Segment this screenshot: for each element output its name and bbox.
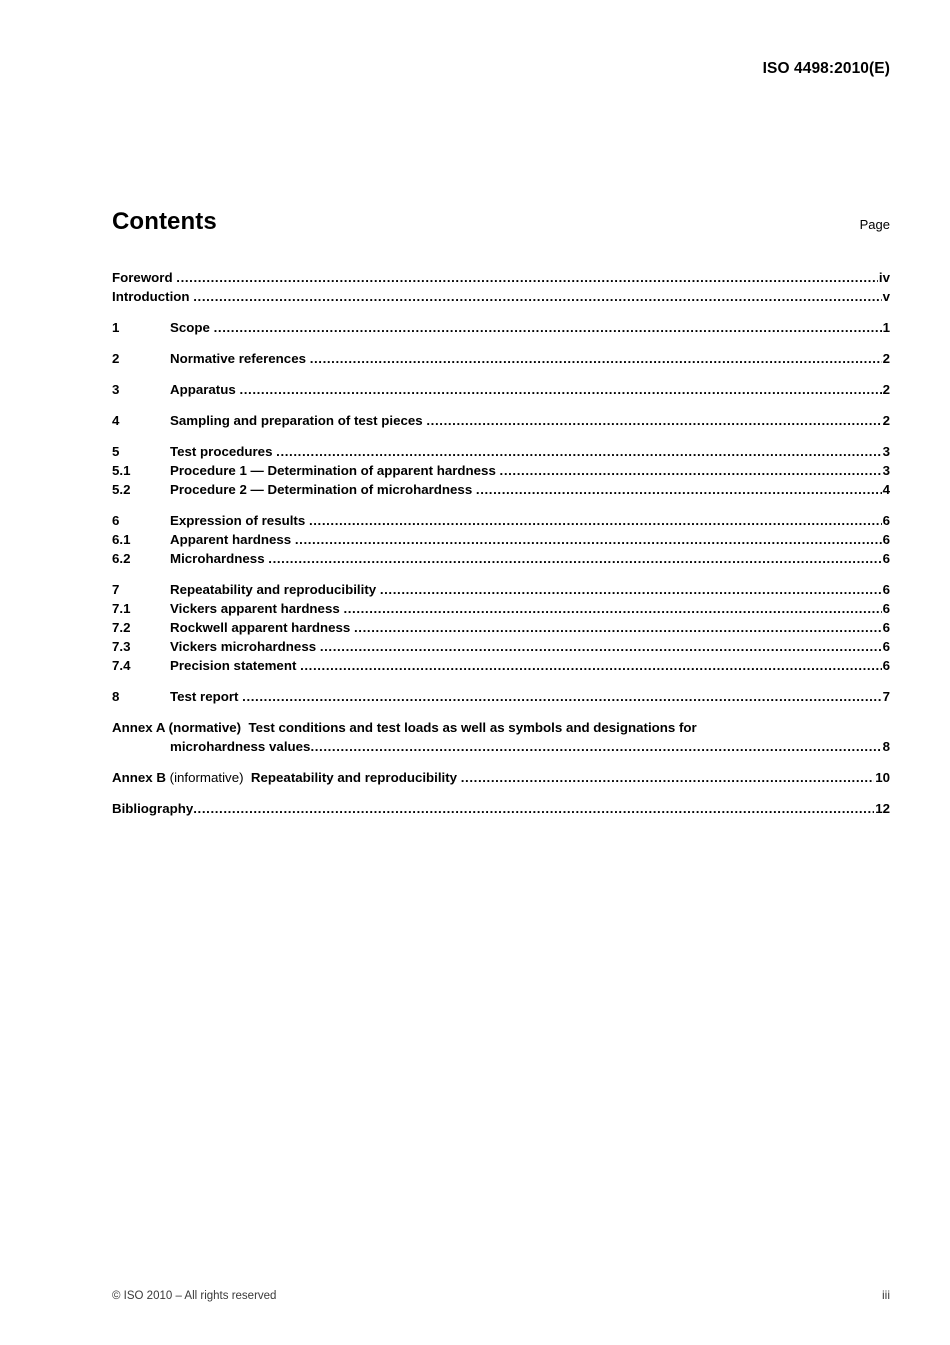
toc-entry-page-number: 2	[882, 351, 890, 366]
toc-entry-7[interactable]	[112, 580, 890, 599]
toc-entry-4[interactable]	[112, 411, 890, 430]
contents-heading-row	[112, 208, 890, 236]
toc-entry-label: Procedure 1 — Determination of apparent hardness	[170, 463, 500, 478]
dot-leader	[295, 530, 882, 549]
dot-leader	[193, 287, 881, 306]
toc-entry-page-number: 3	[882, 444, 890, 459]
toc-entry-number: 2	[112, 351, 120, 366]
dot-leader	[461, 768, 874, 787]
page-footer	[112, 1288, 890, 1302]
annex-a-title-line2: microhardness values	[170, 739, 311, 754]
toc-entry-page-number: 8	[882, 739, 890, 754]
toc-entry-6-1[interactable]	[112, 530, 890, 549]
toc-entry-number: 5.1	[112, 463, 131, 478]
toc-entry-label: Procedure 2 — Determination of microhardness	[170, 482, 476, 497]
toc-entry-6[interactable]	[112, 511, 890, 530]
dot-leader	[426, 411, 881, 430]
toc-entry-7-3[interactable]	[112, 637, 890, 656]
toc-entry-label: Repeatability and reproducibility	[170, 582, 380, 597]
toc-entry-number: 7.4	[112, 658, 131, 673]
dot-leader	[242, 687, 881, 706]
toc-entry-label: Bibliography	[112, 801, 194, 816]
toc-entry-page-number: 1	[882, 320, 890, 335]
toc-entry-page-number: 4	[882, 482, 890, 497]
running-header-standard-ref: ISO 4498:2010(E)	[762, 60, 890, 77]
toc-entry-number: 5	[112, 444, 120, 459]
toc-entry-page-number: 2	[882, 413, 890, 428]
toc-entry-label	[112, 768, 461, 787]
toc-entry-page-number: 2	[882, 382, 890, 397]
toc-entry-label: Foreword	[112, 270, 177, 285]
dot-leader	[300, 656, 882, 675]
toc-entry-label: Microhardness	[170, 551, 269, 566]
toc-entry-number: 7.3	[112, 639, 131, 654]
annex-b-name: Annex B	[112, 770, 170, 785]
toc-entry-label: Normative references	[170, 351, 310, 366]
toc-entry-number: 6.1	[112, 532, 131, 547]
annex-b-kind: (informative)	[169, 770, 244, 785]
toc-entry-number: 5.2	[112, 482, 131, 497]
dot-leader	[310, 349, 882, 368]
page-title: Contents	[112, 208, 217, 235]
annex-b-title: Repeatability and reproducibility	[243, 770, 461, 785]
toc-entry-annex-a-line1	[112, 718, 890, 737]
toc-entry-number: 7	[112, 582, 120, 597]
toc-entry-page-number: v	[882, 289, 890, 304]
toc-entry-5-2[interactable]	[112, 480, 890, 499]
page-folio: iii	[882, 1288, 890, 1302]
toc-entry-label: Vickers microhardness	[170, 639, 320, 654]
toc-entry-label: Expression of results	[170, 513, 309, 528]
toc-entry-annex-a-line2	[112, 737, 890, 756]
toc-entry-7-2[interactable]	[112, 618, 890, 637]
toc-entry-page-number: 6	[882, 513, 890, 528]
toc-entry-introduction[interactable]	[112, 287, 890, 306]
toc-entry-2[interactable]	[112, 349, 890, 368]
toc-entry-5-1[interactable]	[112, 461, 890, 480]
dot-leader	[214, 318, 882, 337]
toc-entry-page-number: iv	[878, 270, 890, 285]
toc-entry-page-number: 6	[882, 532, 890, 547]
toc-entry-label: Apparent hardness	[170, 532, 295, 547]
toc-entry-number: 7.2	[112, 620, 131, 635]
toc-entry-7-4[interactable]	[112, 656, 890, 675]
toc-entry-page-number: 6	[882, 620, 890, 635]
toc-entry-label: Vickers apparent hardness	[170, 601, 344, 616]
toc-entry-bibliography[interactable]	[112, 799, 890, 818]
toc-entry-page-number: 3	[882, 463, 890, 478]
dot-leader	[343, 599, 881, 618]
toc-entry-page-number: 6	[882, 551, 890, 566]
toc-entry-label: Sampling and preparation of test pieces	[170, 413, 427, 428]
dot-leader	[476, 480, 882, 499]
toc-entry-6-2[interactable]	[112, 549, 890, 568]
toc-entry-foreword[interactable]	[112, 268, 890, 287]
dot-leader	[500, 461, 882, 480]
toc-entry-label: Test procedures	[170, 444, 277, 459]
toc-entry-3[interactable]	[112, 380, 890, 399]
dot-leader	[310, 737, 881, 756]
dot-leader	[320, 637, 882, 656]
dot-leader	[239, 380, 881, 399]
dot-leader	[176, 268, 878, 287]
toc-entry-page-number: 6	[882, 601, 890, 616]
dot-leader	[268, 549, 881, 568]
toc-entry-page-number: 7	[882, 689, 890, 704]
toc-entry-annex-b[interactable]	[112, 768, 890, 787]
toc-entry-label: Rockwell apparent hardness	[170, 620, 355, 635]
toc-entry-label: Test report	[170, 689, 243, 704]
dot-leader	[354, 618, 882, 637]
toc-entry-label: Scope	[170, 320, 214, 335]
toc-entry-8[interactable]	[112, 687, 890, 706]
toc-entry-page-number: 12	[875, 801, 890, 816]
toc-entry-number: 6	[112, 513, 120, 528]
toc-entry-page-number: 6	[882, 658, 890, 673]
toc-entry-5[interactable]	[112, 442, 890, 461]
toc-entry-number: 8	[112, 689, 120, 704]
toc-entry-1[interactable]	[112, 318, 890, 337]
toc-entry-page-number: 10	[875, 770, 890, 785]
toc-entry-number: 7.1	[112, 601, 131, 616]
toc-entry-label: Apparatus	[170, 382, 240, 397]
annex-a-title-line1: Test conditions and test loads as well as symbols and designations for	[241, 720, 697, 735]
table-of-contents	[112, 268, 890, 818]
dot-leader	[380, 580, 882, 599]
dot-leader	[309, 511, 882, 530]
toc-entry-label: Introduction	[112, 289, 194, 304]
toc-entry-label: Precision statement	[170, 658, 301, 673]
toc-entry-number: 6.2	[112, 551, 131, 566]
page-column-label: Page	[859, 217, 890, 232]
annex-a-kind: (normative)	[168, 720, 242, 735]
toc-entry-number: 3	[112, 382, 120, 397]
toc-entry-number: 4	[112, 413, 120, 428]
dot-leader	[276, 442, 881, 461]
toc-entry-annex-a[interactable]	[112, 718, 890, 756]
toc-entry-page-number: 6	[882, 582, 890, 597]
toc-entry-7-1[interactable]	[112, 599, 890, 618]
copyright-notice: © ISO 2010 – All rights reserved	[112, 1290, 277, 1302]
toc-entry-page-number: 6	[882, 639, 890, 654]
annex-a-name: Annex A	[112, 720, 169, 735]
toc-entry-number: 1	[112, 320, 120, 335]
dot-leader	[193, 799, 874, 818]
